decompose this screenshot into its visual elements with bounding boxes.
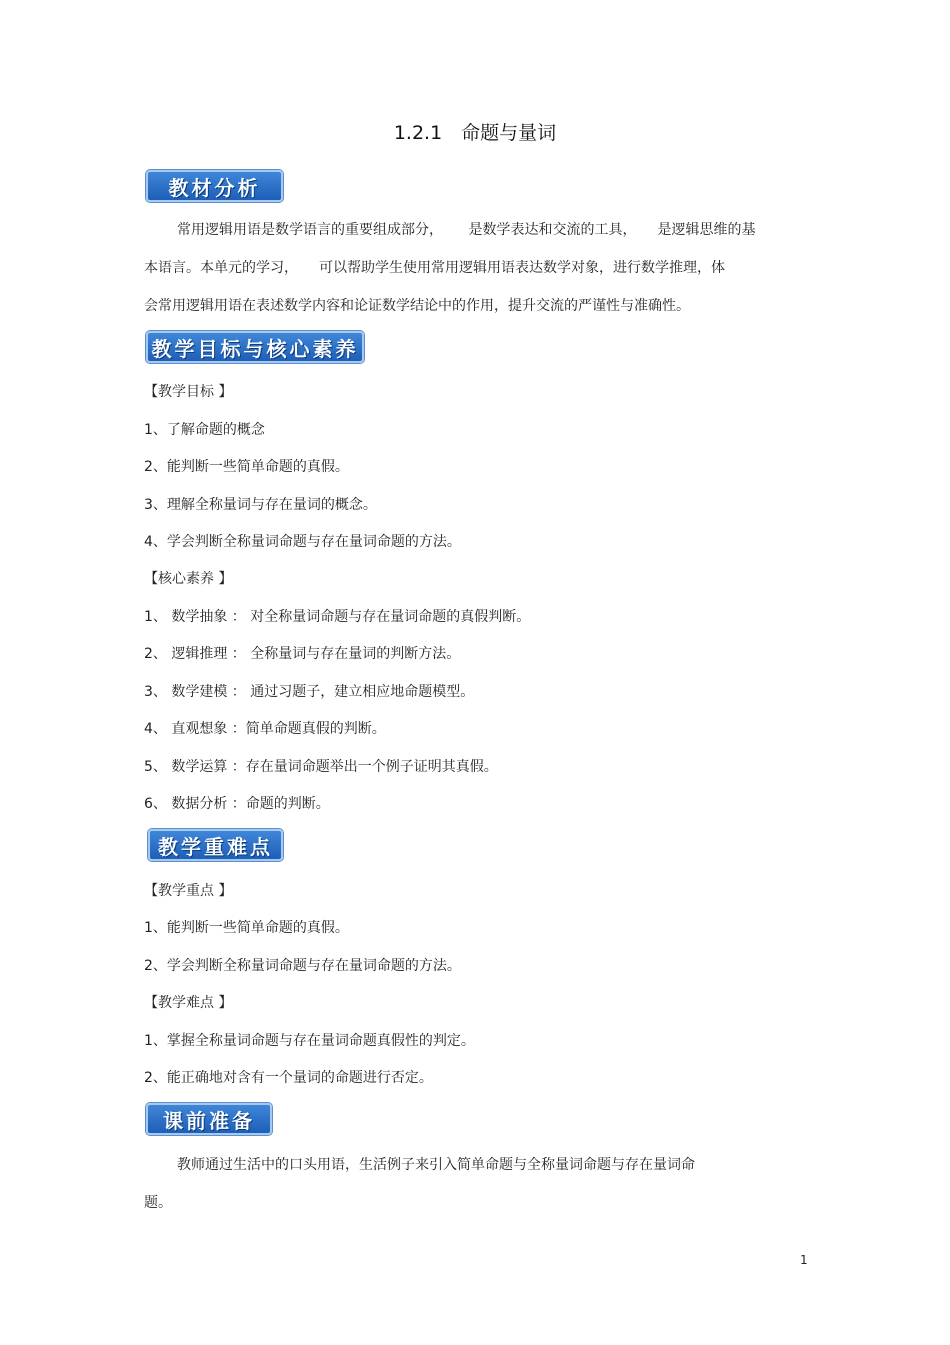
difficult-header: 【教学难点 】: [144, 995, 233, 1011]
goal-item: 2、能判断一些简单命题的真假。: [144, 459, 349, 475]
key-item: 2、学会判断全称量词命题与存在量词命题的方法。: [144, 958, 461, 974]
literacy-header: 【核心素养 】: [144, 571, 233, 587]
prep-line-1: 教师通过生活中的口头用语，生活例子来引入简单命题与全称量词命题与存在量词命: [177, 1157, 695, 1173]
section-badge-prep: 课前准备: [146, 1103, 272, 1135]
analysis-line-1: 常用逻辑用语是数学语言的重要组成部分， 是数学表达和交流的工具， 是逻辑思维的基: [177, 222, 756, 238]
goal-item: 3、理解全称量词与存在量词的概念。: [144, 497, 377, 513]
literacy-item: 6、 数据分析 ：命题的判断。: [144, 796, 330, 812]
section-badge-keypoints: 教学重难点: [148, 829, 283, 861]
difficult-item: 1、掌握全称量词命题与存在量词命题真假性的判定。: [144, 1033, 475, 1049]
analysis-line-2: 本语言。本单元的学习， 可以帮助学生使用常用逻辑用语表达数学对象，进行数学推理，体: [144, 260, 725, 276]
literacy-item: 4、 直观想象 ：简单命题真假的判断。: [144, 721, 386, 737]
page-number: 1: [800, 1253, 808, 1267]
key-item: 1、能判断一些简单命题的真假。: [144, 920, 349, 936]
literacy-item: 1、 数学抽象 ： 对全称量词命题与存在量词命题的真假判断。: [144, 609, 531, 625]
key-header: 【教学重点 】: [144, 883, 233, 899]
goal-item: 4、学会判断全称量词命题与存在量词命题的方法。: [144, 534, 461, 550]
prep-line-2: 题。: [144, 1195, 172, 1211]
literacy-item: 5、 数学运算 ：存在量词命题举出一个例子证明其真假。: [144, 759, 498, 775]
analysis-line-3: 会常用逻辑用语在表述数学内容和论证数学结论中的作用，提升交流的严谨性与准确性。: [144, 298, 690, 314]
goal-item: 1、了解命题的概念: [144, 422, 265, 438]
literacy-item: 2、 逻辑推理 ： 全称量词与存在量词的判断方法。: [144, 646, 461, 662]
goals-header: 【教学目标 】: [144, 384, 233, 400]
literacy-item: 3、 数学建模 ： 通过习题子，建立相应地命题模型。: [144, 684, 475, 700]
page-title: 1.2.1 命题与量词: [393, 122, 557, 144]
section-badge-analysis: 教材分析: [146, 170, 283, 202]
difficult-item: 2、能正确地对含有一个量词的命题进行否定。: [144, 1070, 433, 1086]
section-badge-goals: 教学目标与核心素养: [146, 331, 364, 363]
